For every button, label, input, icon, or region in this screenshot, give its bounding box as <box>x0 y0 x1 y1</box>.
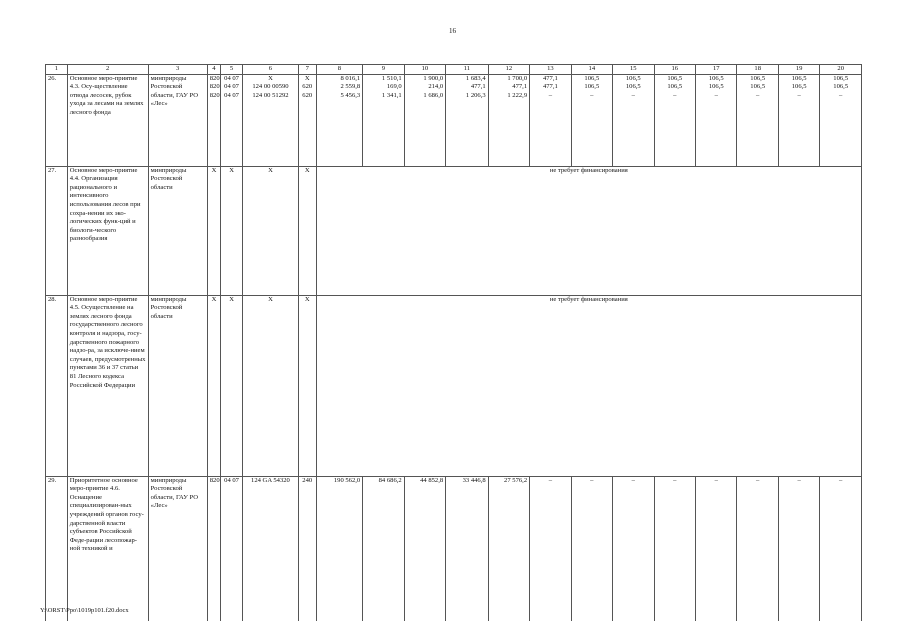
table-row <box>46 295 862 476</box>
header-col-17: 17 <box>696 65 737 75</box>
cell-value: 106,5 <box>708 74 724 82</box>
header-col-18: 18 <box>737 65 778 75</box>
cell-value: – <box>714 476 718 484</box>
header-col-8: 8 <box>316 65 363 75</box>
cell-value: 1 700,0 <box>507 74 528 82</box>
row-number: 26. <box>46 74 68 166</box>
code-cell: X <box>221 166 243 295</box>
cell-value: 106,5 <box>625 83 641 91</box>
header-col-14: 14 <box>571 65 612 75</box>
cell-value: 1 206,3 <box>465 91 486 99</box>
cell-value: 240 <box>302 476 313 484</box>
data-cell <box>446 74 489 166</box>
cell-value: 04 07 <box>224 476 239 484</box>
data-cell <box>488 74 529 166</box>
data-cell <box>446 476 489 621</box>
header-col-10: 10 <box>404 65 445 75</box>
data-cell <box>613 74 654 166</box>
header-col-19: 19 <box>778 65 819 75</box>
header-col-9: 9 <box>363 65 404 75</box>
header-col-3: 3 <box>148 65 207 75</box>
cell-value: 1 683,4 <box>465 74 486 82</box>
header-col-5: 5 <box>221 65 243 75</box>
data-cell <box>316 74 363 166</box>
file-path-footer: Y:\ORST\Ppo\1019p101.f20.docx <box>40 607 129 614</box>
cell-value: – <box>839 476 843 484</box>
data-cell <box>778 476 819 621</box>
data-cell <box>613 476 654 621</box>
cell-value: 106,5 <box>791 74 807 82</box>
cell-value: 106,5 <box>625 74 641 82</box>
cell-value: 477,1 <box>512 83 528 91</box>
cell-value: 477,1 <box>470 83 486 91</box>
data-cell <box>820 476 862 621</box>
cell-value: 44 852,8 <box>420 476 444 484</box>
cell-value: X <box>304 74 310 82</box>
cell-value: 106,5 <box>584 74 600 82</box>
header-col-15: 15 <box>613 65 654 75</box>
cell-value: – <box>590 91 594 99</box>
data-cell <box>404 74 445 166</box>
funding-note: не требует финансирования <box>316 166 861 295</box>
cell-value: – <box>673 476 677 484</box>
cell-value: – <box>756 476 760 484</box>
cell-value: 477,1 <box>542 74 558 82</box>
cell-value: 04 07 <box>224 91 239 99</box>
data-cell <box>571 74 612 166</box>
cell-value: – <box>797 91 801 99</box>
cell-value: 124 00 51292 <box>252 91 289 99</box>
data-cell <box>778 74 819 166</box>
cell-value: 2 559,8 <box>340 83 361 91</box>
table-header-row <box>46 65 862 75</box>
cell-value: 169,0 <box>386 83 402 91</box>
data-cell <box>530 476 571 621</box>
data-cell <box>488 476 529 621</box>
event-name: Приоритетное основное меро-приятие 4.6. Оснащение специализирован-ных учреждений органов госу-дарственной власти субъектов Российской Феде-рации лесопожар-ной техникой и <box>67 476 148 621</box>
cell-value: – <box>797 476 801 484</box>
header-col-13: 13 <box>530 65 571 75</box>
header-col-1: 1 <box>46 65 68 75</box>
header-col-12: 12 <box>488 65 529 75</box>
data-cell <box>207 476 220 621</box>
data-cell <box>242 74 298 166</box>
cell-value: 8 016,1 <box>340 74 361 82</box>
data-cell <box>363 74 404 166</box>
data-cell <box>654 476 695 621</box>
row-number: 27. <box>46 166 68 295</box>
code-cell: X <box>207 166 220 295</box>
cell-value: – <box>548 91 552 99</box>
budget-table <box>45 64 862 621</box>
cell-value: X <box>268 74 273 82</box>
cell-value: 1 341,1 <box>381 91 402 99</box>
cell-value: 106,5 <box>584 83 600 91</box>
page-number: 16 <box>449 27 456 35</box>
table-row <box>46 74 862 166</box>
event-name: Основное меро-приятие 4.5. Осуществление на землях лесного фонда государственного лесного контроля и надзора, госу-дарственного пожарного надзо-ра, за исключе-нием случаев, предусмотренных пунктами 36 и 37 статьи 81 Лесного кодекса Российской Федерации <box>67 295 148 476</box>
cell-value: – <box>548 476 552 484</box>
cell-value: 106,5 <box>833 74 849 82</box>
cell-value: 04 07 <box>224 74 239 82</box>
data-cell <box>696 476 737 621</box>
cell-value: 33 446,8 <box>462 476 486 484</box>
cell-value: 820 <box>209 83 220 91</box>
cell-value: 620 <box>302 83 313 91</box>
cell-value: – <box>839 91 843 99</box>
cell-value: 620 <box>302 91 313 99</box>
code-cell: X <box>242 295 298 476</box>
cell-value: 5 456,3 <box>340 91 361 99</box>
data-cell <box>737 74 778 166</box>
table-row <box>46 476 862 621</box>
data-cell <box>207 74 220 166</box>
header-col-20: 20 <box>820 65 862 75</box>
cell-value: 106,5 <box>791 83 807 91</box>
funding-note: не требует финансирования <box>316 295 861 476</box>
cell-value: 124 00 00590 <box>252 83 289 91</box>
data-cell <box>221 476 243 621</box>
cell-value: 1 222,9 <box>507 91 528 99</box>
code-cell: X <box>242 166 298 295</box>
executor: минприроды Ростовской области <box>148 166 207 295</box>
cell-value: 820 <box>209 74 220 82</box>
code-cell: X <box>298 166 316 295</box>
data-cell <box>737 476 778 621</box>
cell-value: 84 686,2 <box>378 476 402 484</box>
row-number: 29. <box>46 476 68 621</box>
data-cell <box>654 74 695 166</box>
cell-value: – <box>590 476 594 484</box>
header-col-11: 11 <box>446 65 489 75</box>
data-cell <box>298 74 316 166</box>
cell-value: 106,5 <box>750 74 766 82</box>
executor: минприроды Ростовской области, ГАУ РО «Лес» <box>148 476 207 621</box>
cell-value: 106,5 <box>750 83 766 91</box>
cell-value: – <box>714 91 718 99</box>
code-cell: X <box>207 295 220 476</box>
data-cell <box>404 476 445 621</box>
cell-value: 820 <box>209 476 220 484</box>
cell-value: 1 686,0 <box>423 91 444 99</box>
cell-value: 106,5 <box>708 83 724 91</box>
data-cell <box>316 476 363 621</box>
cell-value: 1 900,0 <box>423 74 444 82</box>
header-col-6: 6 <box>242 65 298 75</box>
data-cell <box>221 74 243 166</box>
cell-value: 820 <box>209 91 220 99</box>
data-cell <box>696 74 737 166</box>
cell-value: 106,5 <box>833 83 849 91</box>
header-col-2: 2 <box>67 65 148 75</box>
data-cell <box>363 476 404 621</box>
cell-value: – <box>631 476 635 484</box>
header-col-16: 16 <box>654 65 695 75</box>
data-cell <box>571 476 612 621</box>
header-col-7: 7 <box>298 65 316 75</box>
cell-value: 27 576,2 <box>504 476 528 484</box>
cell-value: 106,5 <box>667 83 683 91</box>
table-row <box>46 166 862 295</box>
event-name: Основное меро-приятие 4.3. Осу-ществление отвода лесосек, рубок ухода за лесами на землях лесного фонда <box>67 74 148 166</box>
cell-value: 190 562,0 <box>333 476 361 484</box>
cell-value: 124 GA 54320 <box>251 476 290 484</box>
data-cell <box>820 74 862 166</box>
cell-value: 04 07 <box>224 83 239 91</box>
code-cell: X <box>298 295 316 476</box>
header-col-4: 4 <box>207 65 220 75</box>
cell-value: 214,0 <box>428 83 444 91</box>
cell-value: – <box>631 91 635 99</box>
executor: минприроды Ростовской области, ГАУ РО «Лес» <box>148 74 207 166</box>
data-cell <box>530 74 571 166</box>
data-cell <box>242 476 298 621</box>
cell-value: 106,5 <box>667 74 683 82</box>
event-name: Основное меро-приятие 4.4. Организация рационального и интенсивного использования лесов при сохра-нении их эко-логических функ-ций и биологи-ческого разнообразия <box>67 166 148 295</box>
row-number: 28. <box>46 295 68 476</box>
cell-value: 1 510,1 <box>381 74 402 82</box>
cell-value: 477,1 <box>542 83 558 91</box>
cell-value: – <box>673 91 677 99</box>
executor: минприроды Ростовской области <box>148 295 207 476</box>
code-cell: X <box>221 295 243 476</box>
data-cell <box>298 476 316 621</box>
cell-value: – <box>756 91 760 99</box>
